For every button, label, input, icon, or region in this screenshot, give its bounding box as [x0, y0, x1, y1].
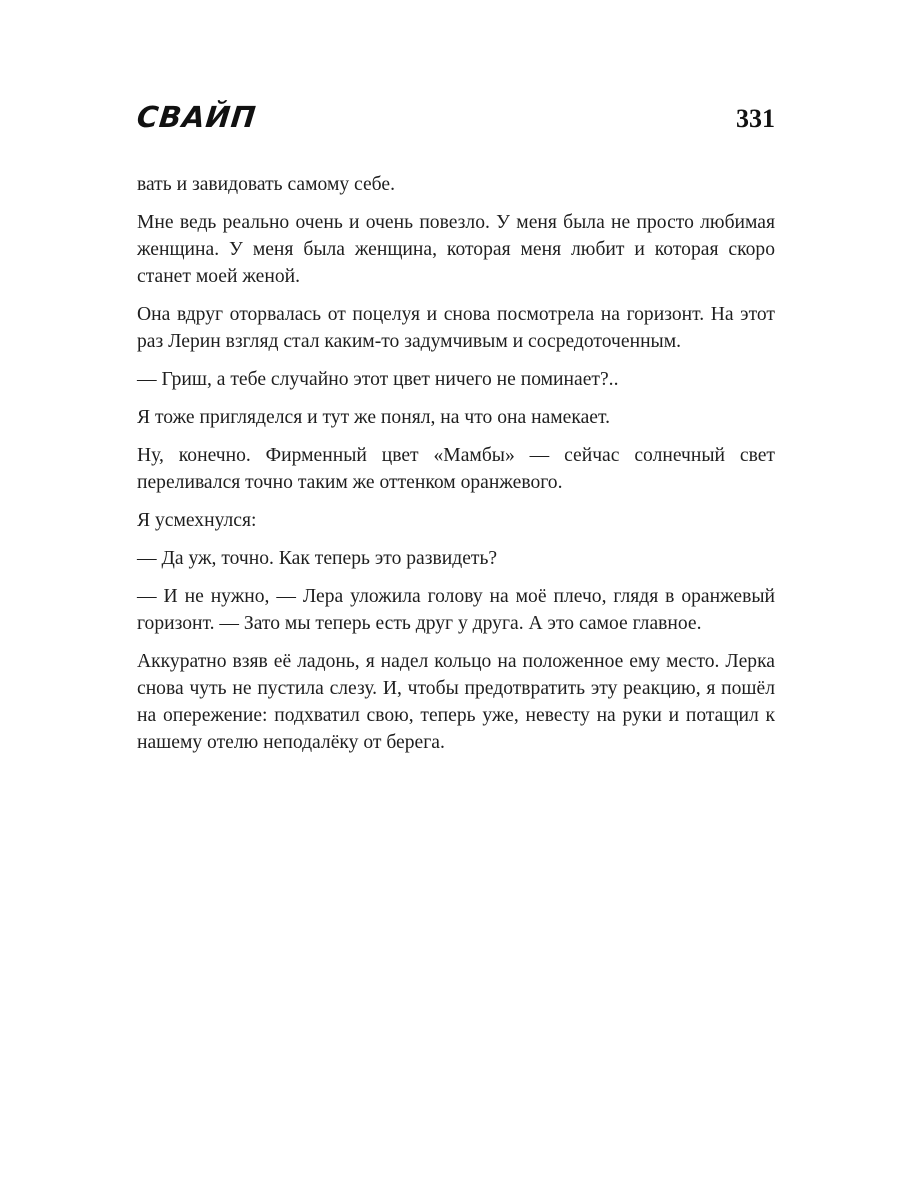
body-text: [137, 171, 775, 767]
paragraph: Аккуратно взяв её ладонь, я надел кольцо на положенное ему место. Лерка снова чуть не пустила слезу. И, чтобы предотвратить эту реакцию, я пошёл на опережение: подхватил свою, теперь уже, невесту на руки и потащил к нашему отелю неподалёку от берега.: [137, 651, 775, 753]
paragraph: Ну, конечно. Фирменный цвет «Мамбы» — сейчас солнечный свет переливался точно таким же оттенком оранжевого.: [137, 445, 775, 493]
paragraph: Мне ведь реально очень и очень повезло. У меня была не просто любимая женщина. У меня была женщина, которая меня любит и которая скоро станет моей женой.: [137, 212, 775, 287]
paragraph: Я усмехнулся:: [137, 510, 257, 531]
paragraph: Я тоже пригляделся и тут же понял, на что она намекает.: [137, 407, 610, 428]
paragraph: вать и завидовать самому себе.: [137, 174, 395, 195]
paragraph: — Да уж, точно. Как теперь это развидеть?: [137, 548, 498, 569]
paragraph: — Гриш, а тебе случайно этот цвет ничего не поминает?..: [137, 369, 619, 390]
page-number: 331: [736, 104, 775, 133]
running-title: СВАЙП: [135, 100, 259, 134]
paragraph: Она вдруг оторвалась от поцелуя и снова посмотрела на горизонт. На этот раз Лерин взгляд стал каким-то задумчивым и сосредоточенным.: [137, 304, 775, 352]
paragraph: — И не нужно, — Лера уложила голову на моё плечо, глядя в оранжевый горизонт. — Зато мы теперь есть друг у друга. А это самое главное.: [137, 586, 775, 634]
